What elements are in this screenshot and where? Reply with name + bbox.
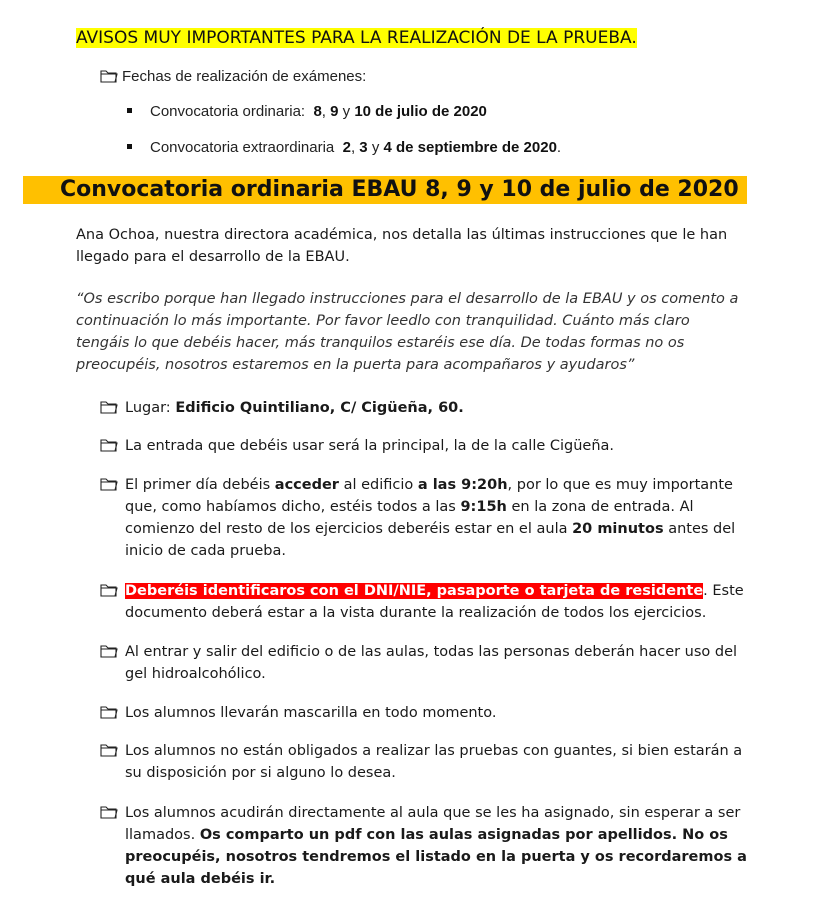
list-item-gel <box>100 641 748 685</box>
folder-icon <box>100 580 122 602</box>
square-bullet <box>127 144 132 149</box>
extraordinary-call-label: Convocatoria extraordinaria <box>150 139 335 156</box>
folder-icon <box>100 474 122 496</box>
gel-text: Al entrar y salir del edificio o de las aulas, todas las personas deberán hacer uso del gel hidroalcohólico. <box>125 644 738 682</box>
folder-icon <box>100 702 122 724</box>
intro-paragraph: Ana Ochoa, nuestra directora académica, nos detalla las últimas instrucciones que le han llegado para el desarrollo de la EBAU. <box>76 227 728 265</box>
first-day-time: a las 9:20h <box>417 477 508 493</box>
list-item-first-day <box>100 474 748 562</box>
ordinary-and: y <box>342 103 351 120</box>
first-day-arrival-time: 9:15h <box>460 499 507 515</box>
ordinary-day-2: 9 <box>330 103 339 120</box>
list-item-location <box>100 397 748 419</box>
extraordinary-day-2: 3 <box>359 139 368 156</box>
folder-icon <box>100 67 122 85</box>
entrance-text: La entrada que debéis usar será la principal, la de la calle Cigüeña. <box>125 438 615 454</box>
first-day-minutes: 20 minutos <box>572 521 664 537</box>
extraordinary-date-rest: 4 de septiembre de 2020 <box>383 139 557 156</box>
list-item-entrance <box>100 435 748 457</box>
mask-text: Los alumnos llevarán mascarilla en todo momento. <box>125 705 497 721</box>
extraordinary-and: y <box>371 139 380 156</box>
list-item-mask <box>100 702 748 724</box>
first-day-access: acceder <box>274 477 339 493</box>
quote-paragraph: “Os escribo porque han llegado instrucciones para el desarrollo de la EBAU y os comento a continuación lo más importante. Por favor leedlo con tranquilidad. Cuánto más claro tengáis lo que debéis hacer, más tranquilos estaréis ese día. De todas formas no os preocupéis, nosotros estaremos en la puerta para acompañaros y ayudaros” <box>76 291 739 373</box>
folder-icon <box>100 397 122 419</box>
banner-title: Convocatoria ordinaria EBAU 8, 9 y 10 de julio de 2020 <box>60 177 739 202</box>
folder-icon <box>100 641 122 663</box>
ordinary-call-item: Convocatoria ordinaria: 8, 9 y 10 de julio de 2020 <box>127 103 487 120</box>
list-item-classroom <box>100 802 748 890</box>
important-notices-heading <box>76 27 637 49</box>
ordinary-call-label: Convocatoria ordinaria: <box>150 103 306 120</box>
extraordinary-call-item: Convocatoria extraordinaria 2, 3 y 4 de septiembre de 2020. <box>127 139 561 156</box>
location-label: Lugar: <box>125 400 171 416</box>
folder-icon <box>100 435 122 457</box>
ordinary-date-rest: 10 de julio de 2020 <box>354 103 487 120</box>
identification-highlight: Deberéis identificaros con el DNI/NIE, pasaporte o tarjeta de residente <box>125 583 704 599</box>
first-day-text-c: al edificio <box>343 477 414 493</box>
notices-highlight: AVISOS MUY IMPORTANTES PARA LA REALIZACIÓN DE LA PRUEBA. <box>76 28 637 48</box>
extraordinary-end: . <box>556 139 562 156</box>
square-bullet <box>127 108 132 113</box>
list-item-identification <box>100 580 748 624</box>
first-day-text-a: El primer día debéis <box>125 477 271 493</box>
exam-dates-line <box>100 67 366 85</box>
gloves-text: Los alumnos no están obligados a realizar las pruebas con guantes, si bien estarán a su disposición por si alguno lo desea. <box>125 743 743 781</box>
first-day-text-i: antes del inicio de cada prueba. <box>125 521 736 559</box>
extraordinary-day-1: 2 <box>342 139 351 156</box>
folder-icon <box>100 740 122 762</box>
location-value: Edificio Quintiliano, C/ Cigüeña, 60. <box>175 400 464 416</box>
first-day-text-g: en la zona de entrada. Al comienzo del resto de los ejercicios deberéis estar en el aula <box>125 499 694 537</box>
list-item-gloves <box>100 740 748 784</box>
classroom-pdf-note: Os comparto un pdf con las aulas asignadas por apellidos. No os preocupéis, nosotros tendremos el listado en la puerta y os recordaremos a qué aula debéis ir. <box>125 827 747 887</box>
ordinary-day-1: 8 <box>313 103 322 120</box>
first-day-text-e: , por lo que es muy importante que, como habíamos dicho, estéis todos a las <box>125 477 733 515</box>
folder-icon <box>100 802 122 824</box>
exam-dates-label: Fechas de realización de exámenes: <box>122 68 367 85</box>
classroom-text: Los alumnos acudirán directamente al aula que se les ha asignado, sin esperar a ser llamados. <box>125 805 741 843</box>
identification-rest: . Este documento deberá estar a la vista durante la realización de todos los ejercicios. <box>125 583 744 621</box>
